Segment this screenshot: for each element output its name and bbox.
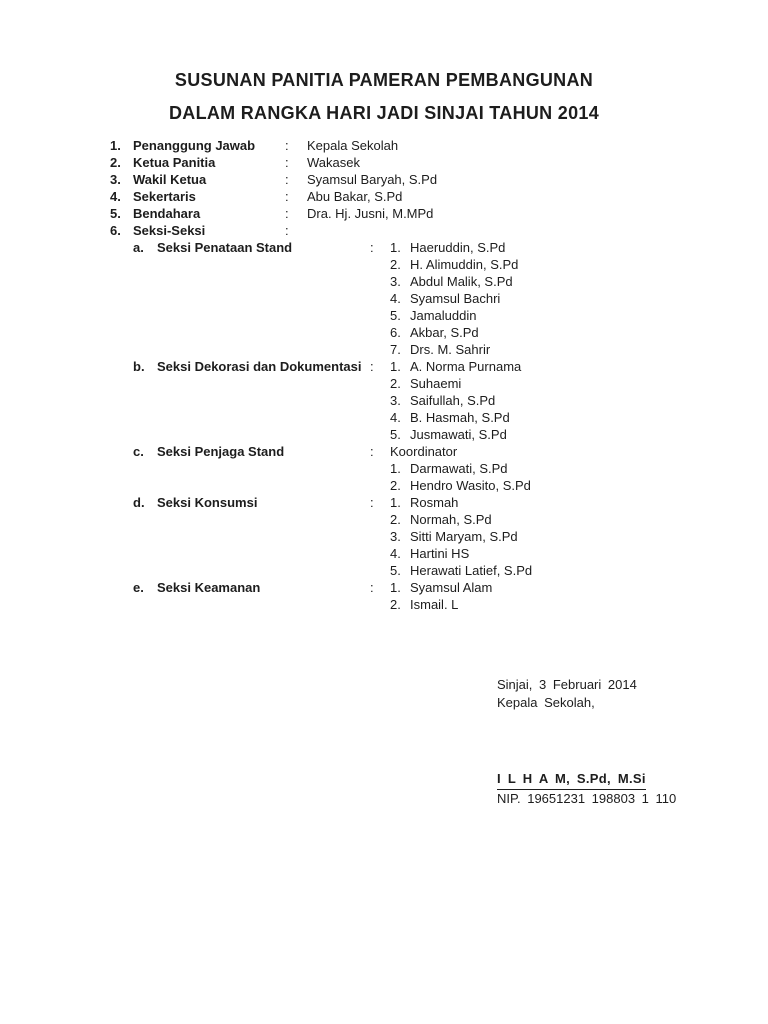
official-number: 4. bbox=[110, 189, 121, 204]
official-role-label: Sekertaris bbox=[133, 189, 196, 204]
member-row bbox=[0, 545, 768, 562]
member-number: 1. bbox=[390, 495, 401, 510]
member-name: H. Alimuddin, S.Pd bbox=[410, 257, 519, 272]
signature-place-date: Sinjai, 3 Februari 2014 bbox=[497, 677, 637, 692]
member-number: 1. bbox=[390, 461, 401, 476]
member-number: 1. bbox=[390, 580, 401, 595]
official-value: Syamsul Baryah, S.Pd bbox=[307, 172, 438, 187]
section-label: Seksi Konsumsi bbox=[157, 495, 258, 510]
member-row bbox=[0, 290, 768, 307]
member-name: A. Norma Purnama bbox=[410, 359, 522, 374]
member-row bbox=[0, 392, 768, 409]
document-title-line-1: SUSUNAN PANITIA PAMERAN PEMBANGUNAN bbox=[174, 70, 594, 90]
official-role-label: Seksi-Seksi bbox=[133, 223, 206, 238]
signature-nip: NIP. 19651231 198803 1 110 bbox=[497, 791, 677, 806]
section-coordinator-label: Koordinator bbox=[390, 444, 458, 459]
member-number: 7. bbox=[390, 342, 401, 357]
official-number: 3. bbox=[110, 172, 121, 187]
member-row bbox=[0, 307, 768, 324]
section-letter: a. bbox=[133, 240, 144, 255]
section-header-row bbox=[0, 358, 768, 375]
member-row bbox=[0, 324, 768, 341]
official-row bbox=[0, 154, 768, 171]
member-row bbox=[0, 562, 768, 579]
member-row bbox=[0, 375, 768, 392]
member-name: Abdul Malik, S.Pd bbox=[410, 274, 513, 289]
member-number: 2. bbox=[390, 478, 401, 493]
official-number: 6. bbox=[110, 223, 121, 238]
official-row bbox=[0, 205, 768, 222]
member-name: Darmawati, S.Pd bbox=[410, 461, 508, 476]
section-label: Seksi Penjaga Stand bbox=[157, 444, 285, 459]
section-letter: b. bbox=[133, 359, 145, 374]
official-role-label: Penanggung Jawab bbox=[133, 138, 256, 153]
member-row bbox=[0, 256, 768, 273]
member-name: B. Hasmah, S.Pd bbox=[410, 410, 510, 425]
member-number: 6. bbox=[390, 325, 401, 340]
official-value: Wakasek bbox=[307, 155, 360, 170]
member-name: Herawati Latief, S.Pd bbox=[410, 563, 533, 578]
signature-block bbox=[497, 676, 676, 808]
member-name: Jusmawati, S.Pd bbox=[410, 427, 507, 442]
colon-separator: : bbox=[370, 240, 374, 255]
section-label: Seksi Dekorasi dan Dokumentasi bbox=[157, 359, 362, 374]
member-row bbox=[0, 460, 768, 477]
member-number: 1. bbox=[390, 359, 401, 374]
member-row bbox=[0, 341, 768, 358]
member-row bbox=[0, 477, 768, 494]
section-letter: e. bbox=[133, 580, 144, 595]
member-name: Saifullah, S.Pd bbox=[410, 393, 496, 408]
member-number: 4. bbox=[390, 410, 401, 425]
colon-separator: : bbox=[370, 495, 374, 510]
signature-position: Kepala Sekolah, bbox=[497, 695, 595, 710]
official-number: 2. bbox=[110, 155, 121, 170]
official-value: Abu Bakar, S.Pd bbox=[307, 189, 403, 204]
member-number: 3. bbox=[390, 274, 401, 289]
member-number: 2. bbox=[390, 512, 401, 527]
member-name: Jamaluddin bbox=[410, 308, 477, 323]
colon-separator: : bbox=[285, 223, 289, 238]
member-name: Normah, S.Pd bbox=[410, 512, 492, 527]
member-name: Hartini HS bbox=[410, 546, 470, 561]
member-number: 2. bbox=[390, 597, 401, 612]
section-header-row bbox=[0, 443, 768, 460]
member-name: Rosmah bbox=[410, 495, 459, 510]
member-name: Akbar, S.Pd bbox=[410, 325, 479, 340]
official-value: Kepala Sekolah bbox=[307, 138, 399, 153]
official-role-label: Bendahara bbox=[133, 206, 201, 221]
colon-separator: : bbox=[285, 172, 289, 187]
section-label: Seksi Penataan Stand bbox=[157, 240, 293, 255]
colon-separator: : bbox=[285, 206, 289, 221]
official-number: 1. bbox=[110, 138, 121, 153]
member-row bbox=[0, 426, 768, 443]
member-number: 5. bbox=[390, 563, 401, 578]
member-name: Drs. M. Sahrir bbox=[410, 342, 491, 357]
official-role-label: Wakil Ketua bbox=[133, 172, 207, 187]
member-name: Syamsul Bachri bbox=[410, 291, 501, 306]
member-number: 1. bbox=[390, 240, 401, 255]
member-row bbox=[0, 596, 768, 613]
colon-separator: : bbox=[370, 444, 374, 459]
member-number: 2. bbox=[390, 376, 401, 391]
official-role-label: Ketua Panitia bbox=[133, 155, 216, 170]
member-name: Haeruddin, S.Pd bbox=[410, 240, 506, 255]
colon-separator: : bbox=[370, 359, 374, 374]
member-number: 2. bbox=[390, 257, 401, 272]
member-number: 3. bbox=[390, 529, 401, 544]
section-letter: c. bbox=[133, 444, 144, 459]
member-name: Suhaemi bbox=[410, 376, 462, 391]
member-name: Ismail. L bbox=[410, 597, 459, 612]
member-number: 4. bbox=[390, 546, 401, 561]
member-number: 3. bbox=[390, 393, 401, 408]
member-number: 4. bbox=[390, 291, 401, 306]
official-value: Dra. Hj. Jusni, M.MPd bbox=[307, 206, 434, 221]
colon-separator: : bbox=[285, 155, 289, 170]
member-name: Hendro Wasito, S.Pd bbox=[410, 478, 531, 493]
document-title-line-2: DALAM RANGKA HARI JADI SINJAI TAHUN 2014 bbox=[168, 103, 600, 123]
colon-separator: : bbox=[285, 138, 289, 153]
section-letter: d. bbox=[133, 495, 145, 510]
member-row bbox=[0, 528, 768, 545]
section-header-row bbox=[0, 494, 768, 511]
member-name: Syamsul Alam bbox=[410, 580, 493, 595]
signature-name: I L H A M, S.Pd, M.Si bbox=[497, 770, 646, 790]
member-number: 5. bbox=[390, 427, 401, 442]
member-row bbox=[0, 273, 768, 290]
signature-space bbox=[497, 712, 676, 770]
official-row bbox=[0, 171, 768, 188]
official-number: 5. bbox=[110, 206, 121, 221]
colon-separator: : bbox=[285, 189, 289, 204]
member-row bbox=[0, 511, 768, 528]
committee-structure-list bbox=[0, 137, 768, 613]
official-row bbox=[0, 137, 768, 154]
colon-separator: : bbox=[370, 580, 374, 595]
member-number: 5. bbox=[390, 308, 401, 323]
official-row bbox=[0, 222, 768, 239]
official-row bbox=[0, 188, 768, 205]
section-header-row bbox=[0, 579, 768, 596]
member-name: Sitti Maryam, S.Pd bbox=[410, 529, 518, 544]
member-row bbox=[0, 409, 768, 426]
section-header-row bbox=[0, 239, 768, 256]
section-label: Seksi Keamanan bbox=[157, 580, 261, 595]
